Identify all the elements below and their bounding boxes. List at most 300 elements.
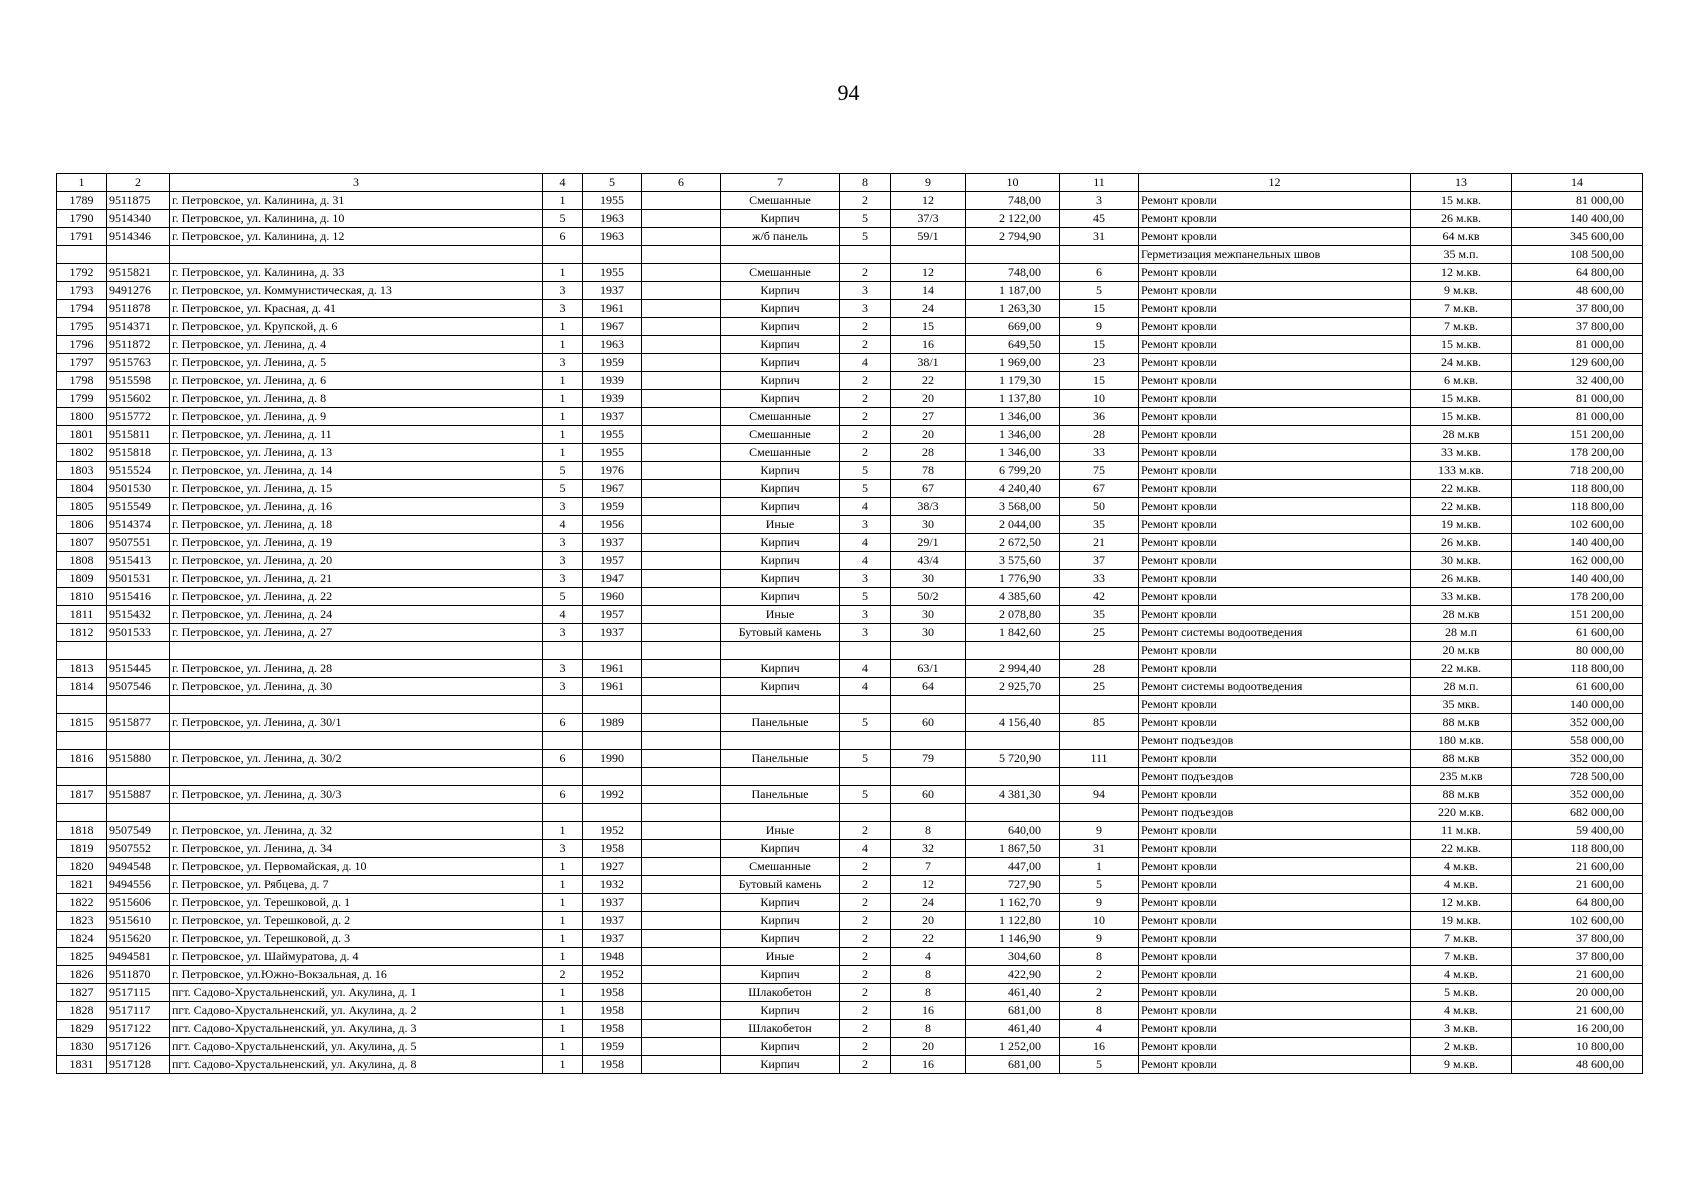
cell-col-14: 118 800,00 — [1512, 660, 1643, 678]
cell-col-2: 9494581 — [107, 948, 170, 966]
cell-col-3: г. Петровское, ул. Ленина, д. 5 — [170, 354, 543, 372]
cell-col-7: Кирпич — [721, 588, 840, 606]
cell-col-6 — [642, 498, 721, 516]
cell-col-13: 20 м.кв — [1411, 642, 1512, 660]
cell-col-5: 1958 — [583, 840, 642, 858]
cell-col-8: 5 — [840, 714, 891, 732]
cell-col-12: Ремонт подъездов — [1139, 768, 1411, 786]
cell-col-14: 718 200,00 — [1512, 462, 1643, 480]
cell-col-6 — [642, 1056, 721, 1074]
cell-col-5: 1937 — [583, 282, 642, 300]
cell-col-9: 37/3 — [891, 210, 966, 228]
cell-col-2: 9515413 — [107, 552, 170, 570]
cell-col-2: 9491276 — [107, 282, 170, 300]
cell-col-3: г. Петровское, ул. Ленина, д. 8 — [170, 390, 543, 408]
cell-col-1: 1813 — [57, 660, 107, 678]
cell-col-13: 4 м.кв. — [1411, 966, 1512, 984]
cell-col-1: 1800 — [57, 408, 107, 426]
cell-col-13: 26 м.кв. — [1411, 534, 1512, 552]
cell-col-5: 1937 — [583, 894, 642, 912]
cell-col-3: г. Петровское, ул. Ленина, д. 28 — [170, 660, 543, 678]
cell-col-8: 2 — [840, 318, 891, 336]
cell-col-2: 9514371 — [107, 318, 170, 336]
cell-col-3: г. Петровское, ул. Ленина, д. 11 — [170, 426, 543, 444]
table-row — [57, 768, 1643, 786]
cell-col-3: г. Петровское, ул. Калинина, д. 12 — [170, 228, 543, 246]
cell-col-8: 2 — [840, 948, 891, 966]
cell-col-9: 32 — [891, 840, 966, 858]
cell-col-14: 80 000,00 — [1512, 642, 1643, 660]
cell-col-13: 15 м.кв. — [1411, 390, 1512, 408]
cell-col-5 — [583, 732, 642, 750]
cell-col-5: 1927 — [583, 858, 642, 876]
cell-col-7: Кирпич — [721, 210, 840, 228]
cell-col-8: 2 — [840, 984, 891, 1002]
cell-col-5: 1959 — [583, 354, 642, 372]
cell-col-5: 1959 — [583, 1038, 642, 1056]
cell-col-6 — [642, 750, 721, 768]
cell-col-4: 1 — [543, 444, 583, 462]
cell-col-8: 5 — [840, 228, 891, 246]
table-row — [57, 948, 1643, 966]
cell-col-8: 2 — [840, 1038, 891, 1056]
cell-col-14: 64 800,00 — [1512, 264, 1643, 282]
cell-col-13: 12 м.кв. — [1411, 894, 1512, 912]
cell-col-12: Ремонт кровли — [1139, 480, 1411, 498]
cell-col-11: 31 — [1060, 840, 1139, 858]
cell-col-11: 15 — [1060, 300, 1139, 318]
cell-col-2: 9515887 — [107, 786, 170, 804]
cell-col-3: г. Петровское, ул. Ленина, д. 6 — [170, 372, 543, 390]
cell-col-2 — [107, 732, 170, 750]
cell-col-10: 1 137,80 — [966, 390, 1060, 408]
cell-col-2: 9517128 — [107, 1056, 170, 1074]
cell-col-4: 6 — [543, 714, 583, 732]
cell-col-1 — [57, 768, 107, 786]
cell-col-2: 9515602 — [107, 390, 170, 408]
cell-col-11: 9 — [1060, 930, 1139, 948]
cell-col-14: 151 200,00 — [1512, 426, 1643, 444]
cell-col-3: пгт. Садово-Хрустальненский, ул. Акулина, д. 3 — [170, 1020, 543, 1038]
cell-col-3: пгт. Садово-Хрустальненский, ул. Акулина, д. 2 — [170, 1002, 543, 1020]
cell-col-12: Ремонт кровли — [1139, 498, 1411, 516]
cell-col-11: 37 — [1060, 552, 1139, 570]
cell-col-6 — [642, 444, 721, 462]
cell-col-7: Кирпич — [721, 462, 840, 480]
cell-col-5 — [583, 642, 642, 660]
cell-col-8: 5 — [840, 588, 891, 606]
cell-col-10: 1 776,90 — [966, 570, 1060, 588]
cell-col-3: г. Петровское, ул. Крупской, д. 6 — [170, 318, 543, 336]
cell-col-10: 447,00 — [966, 858, 1060, 876]
cell-col-11: 28 — [1060, 426, 1139, 444]
cell-col-2: 9514340 — [107, 210, 170, 228]
cell-col-4: 6 — [543, 786, 583, 804]
cell-col-8: 2 — [840, 192, 891, 210]
cell-col-1: 1815 — [57, 714, 107, 732]
cell-col-11: 50 — [1060, 498, 1139, 516]
cell-col-8: 5 — [840, 210, 891, 228]
cell-col-6 — [642, 480, 721, 498]
cell-col-14: 118 800,00 — [1512, 480, 1643, 498]
cell-col-12: Ремонт кровли — [1139, 822, 1411, 840]
cell-col-6 — [642, 642, 721, 660]
table-row — [57, 804, 1643, 822]
cell-col-9: 63/1 — [891, 660, 966, 678]
cell-col-11: 45 — [1060, 210, 1139, 228]
table-row — [57, 210, 1643, 228]
cell-col-9: 4 — [891, 948, 966, 966]
cell-col-7: Смешанные — [721, 426, 840, 444]
cell-col-13: 22 м.кв. — [1411, 840, 1512, 858]
cell-col-3: г. Петровское, ул. Калинина, д. 10 — [170, 210, 543, 228]
cell-col-11: 25 — [1060, 624, 1139, 642]
table-row — [57, 390, 1643, 408]
table-row — [57, 552, 1643, 570]
cell-col-10: 1 263,30 — [966, 300, 1060, 318]
cell-col-14: 10 800,00 — [1512, 1038, 1643, 1056]
cell-col-6 — [642, 372, 721, 390]
cell-col-10: 2 672,50 — [966, 534, 1060, 552]
cell-col-14: 81 000,00 — [1512, 192, 1643, 210]
cell-col-4: 6 — [543, 228, 583, 246]
cell-col-14: 352 000,00 — [1512, 786, 1643, 804]
cell-col-10: 1 867,50 — [966, 840, 1060, 858]
cell-col-12: Ремонт кровли — [1139, 516, 1411, 534]
cell-col-5: 1937 — [583, 624, 642, 642]
cell-col-7: Панельные — [721, 786, 840, 804]
cell-col-13: 7 м.кв. — [1411, 318, 1512, 336]
cell-col-8: 2 — [840, 858, 891, 876]
cell-col-3: г. Петровское, ул. Ленина, д. 30 — [170, 678, 543, 696]
table-row — [57, 606, 1643, 624]
table-row — [57, 660, 1643, 678]
cell-col-10: 1 162,70 — [966, 894, 1060, 912]
cell-col-9: 79 — [891, 750, 966, 768]
cell-col-11 — [1060, 768, 1139, 786]
table-row — [57, 642, 1643, 660]
cell-col-13: 19 м.кв. — [1411, 912, 1512, 930]
cell-col-7: Смешанные — [721, 192, 840, 210]
cell-col-12: Ремонт кровли — [1139, 894, 1411, 912]
cell-col-12: Ремонт кровли — [1139, 444, 1411, 462]
cell-col-12: Ремонт кровли — [1139, 840, 1411, 858]
cell-col-2: 9511870 — [107, 966, 170, 984]
cell-col-12: Ремонт кровли — [1139, 462, 1411, 480]
cell-col-2: 9507546 — [107, 678, 170, 696]
cell-col-9 — [891, 768, 966, 786]
cell-col-4 — [543, 246, 583, 264]
cell-col-10: 422,90 — [966, 966, 1060, 984]
cell-col-5: 1958 — [583, 984, 642, 1002]
cell-col-7: Кирпич — [721, 570, 840, 588]
table-row — [57, 570, 1643, 588]
cell-col-1: 1790 — [57, 210, 107, 228]
cell-col-14: 682 000,00 — [1512, 804, 1643, 822]
cell-col-8 — [840, 696, 891, 714]
cell-col-10: 1 146,90 — [966, 930, 1060, 948]
cell-col-5: 1976 — [583, 462, 642, 480]
cell-col-3 — [170, 696, 543, 714]
cell-col-5 — [583, 768, 642, 786]
table-row — [57, 300, 1643, 318]
cell-col-3: г. Петровское, ул. Ленина, д. 21 — [170, 570, 543, 588]
cell-col-1: 1829 — [57, 1020, 107, 1038]
cell-col-12: Ремонт кровли — [1139, 930, 1411, 948]
cell-col-11: 8 — [1060, 1002, 1139, 1020]
cell-col-4: 1 — [543, 1056, 583, 1074]
cell-col-2: 9515549 — [107, 498, 170, 516]
cell-col-3: пгт. Садово-Хрустальненский, ул. Акулина, д. 8 — [170, 1056, 543, 1074]
cell-col-10: 1 179,30 — [966, 372, 1060, 390]
cell-col-4: 3 — [543, 498, 583, 516]
cell-col-1: 1794 — [57, 300, 107, 318]
cell-col-1: 1821 — [57, 876, 107, 894]
cell-col-1 — [57, 732, 107, 750]
cell-col-14: 345 600,00 — [1512, 228, 1643, 246]
cell-col-12: Ремонт подъездов — [1139, 804, 1411, 822]
cell-col-9: 50/2 — [891, 588, 966, 606]
cell-col-11: 2 — [1060, 984, 1139, 1002]
cell-col-5 — [583, 246, 642, 264]
cell-col-7: Кирпич — [721, 372, 840, 390]
cell-col-4: 1 — [543, 930, 583, 948]
cell-col-9: 8 — [891, 1020, 966, 1038]
cell-col-8: 5 — [840, 480, 891, 498]
cell-col-8: 2 — [840, 822, 891, 840]
cell-col-5: 1958 — [583, 1020, 642, 1038]
cell-col-14: 20 000,00 — [1512, 984, 1643, 1002]
cell-col-2: 9517115 — [107, 984, 170, 1002]
cell-col-4: 3 — [543, 282, 583, 300]
cell-col-6 — [642, 534, 721, 552]
cell-col-12: Ремонт кровли — [1139, 642, 1411, 660]
cell-col-11: 33 — [1060, 444, 1139, 462]
cell-col-10 — [966, 732, 1060, 750]
cell-col-14: 558 000,00 — [1512, 732, 1643, 750]
cell-col-3: г. Петровское, ул. Ленина, д. 13 — [170, 444, 543, 462]
cell-col-1: 1824 — [57, 930, 107, 948]
column-number-11: 11 — [1060, 174, 1139, 192]
cell-col-4 — [543, 642, 583, 660]
cell-col-7: Кирпич — [721, 678, 840, 696]
cell-col-4: 1 — [543, 912, 583, 930]
cell-col-6 — [642, 210, 721, 228]
cell-col-9: 8 — [891, 822, 966, 840]
cell-col-14: 64 800,00 — [1512, 894, 1643, 912]
cell-col-1: 1795 — [57, 318, 107, 336]
cell-col-10 — [966, 642, 1060, 660]
table-row — [57, 354, 1643, 372]
cell-col-11: 9 — [1060, 894, 1139, 912]
cell-col-12: Ремонт кровли — [1139, 354, 1411, 372]
cell-col-14: 140 400,00 — [1512, 210, 1643, 228]
cell-col-9: 30 — [891, 516, 966, 534]
cell-col-6 — [642, 894, 721, 912]
cell-col-8: 2 — [840, 1056, 891, 1074]
cell-col-9: 8 — [891, 984, 966, 1002]
table-row — [57, 588, 1643, 606]
cell-col-3 — [170, 642, 543, 660]
table-row — [57, 696, 1643, 714]
cell-col-1: 1797 — [57, 354, 107, 372]
cell-col-1: 1828 — [57, 1002, 107, 1020]
cell-col-8: 4 — [840, 552, 891, 570]
cell-col-2: 9515821 — [107, 264, 170, 282]
cell-col-4: 1 — [543, 318, 583, 336]
cell-col-3: пгт. Садово-Хрустальненский, ул. Акулина, д. 1 — [170, 984, 543, 1002]
cell-col-7: Кирпич — [721, 282, 840, 300]
cell-col-12: Ремонт кровли — [1139, 912, 1411, 930]
cell-col-10: 6 799,20 — [966, 462, 1060, 480]
cell-col-1: 1814 — [57, 678, 107, 696]
table-row — [57, 426, 1643, 444]
cell-col-4: 1 — [543, 390, 583, 408]
cell-col-3: г. Петровское, ул. Ленина, д. 15 — [170, 480, 543, 498]
table-row — [57, 786, 1643, 804]
cell-col-1: 1827 — [57, 984, 107, 1002]
cell-col-5: 1961 — [583, 300, 642, 318]
cell-col-7: Шлакобетон — [721, 984, 840, 1002]
cell-col-4: 1 — [543, 822, 583, 840]
cell-col-9: 14 — [891, 282, 966, 300]
table-row — [57, 246, 1643, 264]
cell-col-12: Ремонт кровли — [1139, 264, 1411, 282]
cell-col-9: 15 — [891, 318, 966, 336]
cell-col-4: 1 — [543, 1002, 583, 1020]
cell-col-14: 21 600,00 — [1512, 876, 1643, 894]
cell-col-13: 15 м.кв. — [1411, 336, 1512, 354]
cell-col-1: 1809 — [57, 570, 107, 588]
cell-col-2: 9501530 — [107, 480, 170, 498]
cell-col-6 — [642, 354, 721, 372]
cell-col-1: 1822 — [57, 894, 107, 912]
cell-col-12: Ремонт кровли — [1139, 858, 1411, 876]
cell-col-11: 15 — [1060, 372, 1139, 390]
cell-col-8: 3 — [840, 282, 891, 300]
table-row — [57, 372, 1643, 390]
cell-col-11: 4 — [1060, 1020, 1139, 1038]
cell-col-6 — [642, 930, 721, 948]
cell-col-12: Ремонт кровли — [1139, 606, 1411, 624]
cell-col-7: Смешанные — [721, 264, 840, 282]
cell-col-3: г. Петровское, ул. Ленина, д. 30/1 — [170, 714, 543, 732]
cell-col-4: 3 — [543, 534, 583, 552]
cell-col-10: 2 994,40 — [966, 660, 1060, 678]
cell-col-6 — [642, 264, 721, 282]
cell-col-14: 48 600,00 — [1512, 282, 1643, 300]
cell-col-12: Ремонт кровли — [1139, 948, 1411, 966]
cell-col-7: Кирпич — [721, 1038, 840, 1056]
cell-col-14: 81 000,00 — [1512, 336, 1643, 354]
cell-col-6 — [642, 624, 721, 642]
cell-col-10: 669,00 — [966, 318, 1060, 336]
cell-col-9: 60 — [891, 786, 966, 804]
table-row — [57, 282, 1643, 300]
table-row — [57, 732, 1643, 750]
cell-col-6 — [642, 336, 721, 354]
cell-col-13: 26 м.кв. — [1411, 210, 1512, 228]
cell-col-11: 35 — [1060, 516, 1139, 534]
cell-col-7: Кирпич — [721, 318, 840, 336]
cell-col-1: 1823 — [57, 912, 107, 930]
cell-col-14: 37 800,00 — [1512, 300, 1643, 318]
cell-col-13: 180 м.кв. — [1411, 732, 1512, 750]
table-row — [57, 966, 1643, 984]
cell-col-12: Ремонт кровли — [1139, 750, 1411, 768]
cell-col-8: 5 — [840, 462, 891, 480]
buildings-table — [56, 173, 1643, 1074]
cell-col-13: 4 м.кв. — [1411, 1002, 1512, 1020]
cell-col-7: Кирпич — [721, 336, 840, 354]
cell-col-3: г. Петровское, ул. Шаймуратова, д. 4 — [170, 948, 543, 966]
cell-col-2: 9511875 — [107, 192, 170, 210]
cell-col-3: пгт. Садово-Хрустальненский, ул. Акулина, д. 5 — [170, 1038, 543, 1056]
cell-col-11: 25 — [1060, 678, 1139, 696]
cell-col-6 — [642, 1002, 721, 1020]
cell-col-13: 7 м.кв. — [1411, 300, 1512, 318]
cell-col-13: 15 м.кв. — [1411, 408, 1512, 426]
cell-col-9: 12 — [891, 264, 966, 282]
cell-col-11: 10 — [1060, 390, 1139, 408]
cell-col-14: 140 400,00 — [1512, 534, 1643, 552]
cell-col-14: 16 200,00 — [1512, 1020, 1643, 1038]
cell-col-5: 1992 — [583, 786, 642, 804]
cell-col-12: Ремонт кровли — [1139, 876, 1411, 894]
cell-col-14: 21 600,00 — [1512, 858, 1643, 876]
cell-col-7: Кирпич — [721, 894, 840, 912]
cell-col-7: Смешанные — [721, 444, 840, 462]
cell-col-7: Панельные — [721, 750, 840, 768]
cell-col-3: г. Петровское, ул. Терешковой, д. 3 — [170, 930, 543, 948]
cell-col-14: 81 000,00 — [1512, 390, 1643, 408]
cell-col-10: 2 925,70 — [966, 678, 1060, 696]
cell-col-2: 9517122 — [107, 1020, 170, 1038]
table-row — [57, 264, 1643, 282]
cell-col-11: 33 — [1060, 570, 1139, 588]
cell-col-7: Кирпич — [721, 966, 840, 984]
cell-col-11: 75 — [1060, 462, 1139, 480]
cell-col-3: г. Петровское, ул. Ленина, д. 14 — [170, 462, 543, 480]
cell-col-3: г. Петровское, ул. Ленина, д. 18 — [170, 516, 543, 534]
cell-col-2: 9515432 — [107, 606, 170, 624]
cell-col-10 — [966, 696, 1060, 714]
cell-col-11: 3 — [1060, 192, 1139, 210]
cell-col-2 — [107, 768, 170, 786]
table-row — [57, 1002, 1643, 1020]
cell-col-8: 3 — [840, 300, 891, 318]
cell-col-5: 1937 — [583, 408, 642, 426]
cell-col-6 — [642, 822, 721, 840]
table-row — [57, 1056, 1643, 1074]
table-row — [57, 912, 1643, 930]
table-row — [57, 228, 1643, 246]
cell-col-10: 2 044,00 — [966, 516, 1060, 534]
cell-col-1: 1796 — [57, 336, 107, 354]
cell-col-13: 15 м.кв. — [1411, 192, 1512, 210]
cell-col-7: Кирпич — [721, 354, 840, 372]
cell-col-5: 1990 — [583, 750, 642, 768]
cell-col-11: 28 — [1060, 660, 1139, 678]
cell-col-12: Ремонт кровли — [1139, 966, 1411, 984]
table-row — [57, 930, 1643, 948]
cell-col-8: 4 — [840, 354, 891, 372]
cell-col-8: 2 — [840, 426, 891, 444]
column-number-10: 10 — [966, 174, 1060, 192]
cell-col-10 — [966, 768, 1060, 786]
cell-col-12: Ремонт кровли — [1139, 534, 1411, 552]
cell-col-5: 1963 — [583, 210, 642, 228]
